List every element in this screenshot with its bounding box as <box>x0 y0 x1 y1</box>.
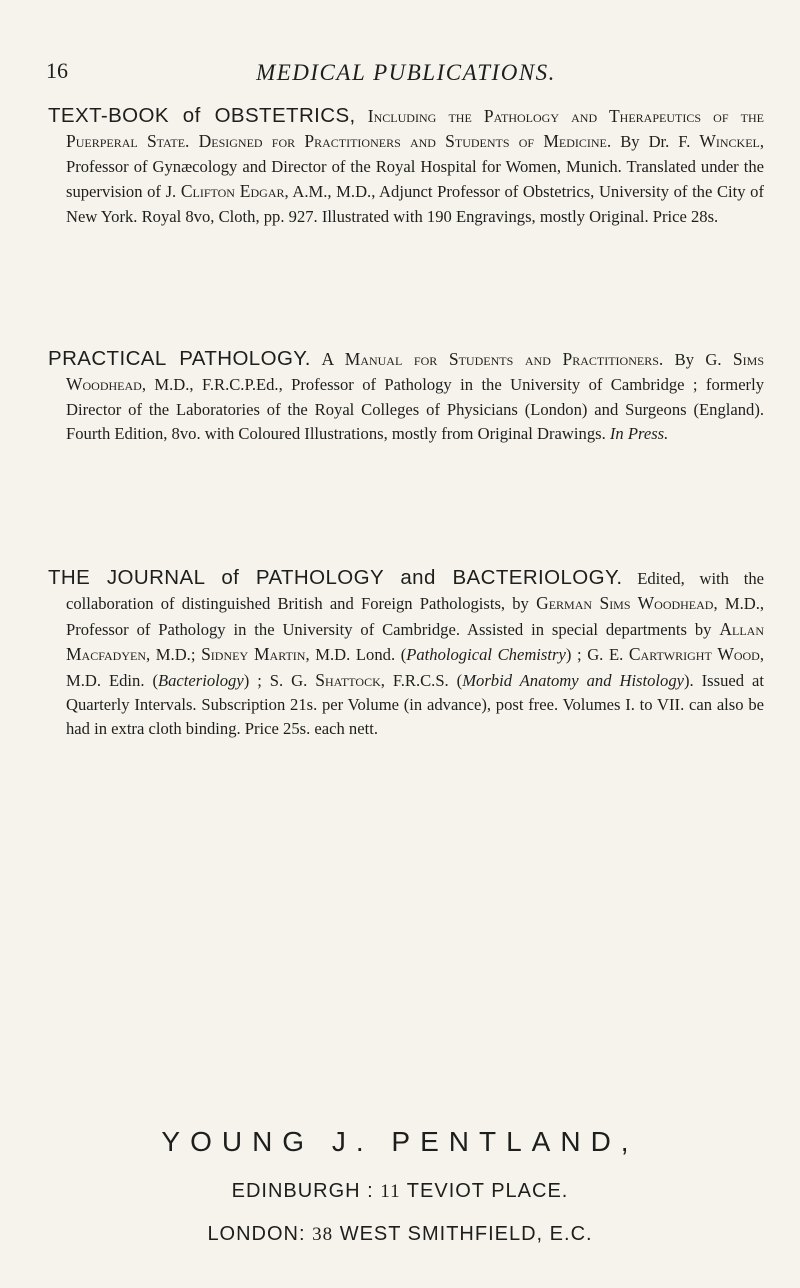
entry-practical-pathology: PRACTICAL PATHOLOGY. A Manual for Students and Practitioners. By G. Sims Woodhead, M.D., F.R.C.P.Ed., Professor of Pathology in the University of Cambridge ; formerly Director of the Laboratories of the Royal Colleges of Physicians (London) and Surgeons (England). Fourth Edition, 8vo. with Coloured Illustrations, mostly from Original Drawings. In Press. <box>48 347 764 444</box>
entry-title: TEXT-BOOK of OBSTETRICS, <box>48 104 356 127</box>
page-number: 16 <box>46 58 68 83</box>
publisher-london-address: LONDON: 38 WEST SMITHFIELD, E.C. <box>207 1223 593 1245</box>
entry-obstetrics: TEXT-BOOK of OBSTETRICS, Including the Pathology and Therapeutics of the Puerperal State. Designed for Practitioners and Students of Medicine. By Dr. F. Winckel, Professor of Gynæcology and Director of the Royal Hospital for Women, Munich. Translated under the supervision of J. Clifton Edgar, A.M., M.D., Adjunct Professor of Obstetrics, University of the City of New York. Royal 8vo, Cloth, pp. 927. Illustrated with 190 Engravings, mostly Original. Price 28s. <box>48 104 765 226</box>
entry-journal: THE JOURNAL of PATHOLOGY and BACTERIOLOGY. Edited, with the collaboration of distinguished British and Foreign Pathologists, by German Sims Woodhead, M.D., Professor of Pathology in the University of Cambridge. Assisted in special departments by Allan Macfadyen, M.D.; Sidney Martin, M.D. Lond. (Pathological Chemistry) ; G. E. Cartwright Wood, M.D. Edin. (Bacteriology) ; S. G. Shattock, F.R.C.S. (Morbid Anatomy and Histology). Issued at Quarterly Intervals. Subscription 21s. per Volume (in advance), post free. Volumes I. to VII. can also be had in extra cloth binding. Price 25s. each nett. <box>48 566 765 739</box>
page-header <box>46 58 766 92</box>
entry-title: PRACTICAL PATHOLOGY. <box>48 347 311 370</box>
publisher-name: YOUNG J. PENTLAND, <box>161 1126 639 1157</box>
running-title: MEDICAL PUBLICATIONS. <box>256 60 556 85</box>
entry-title: THE JOURNAL of PATHOLOGY and BACTERIOLOGY. <box>48 566 623 589</box>
publisher-edinburgh-address: EDINBURGH : 11 TEVIOT PLACE. <box>231 1180 569 1202</box>
